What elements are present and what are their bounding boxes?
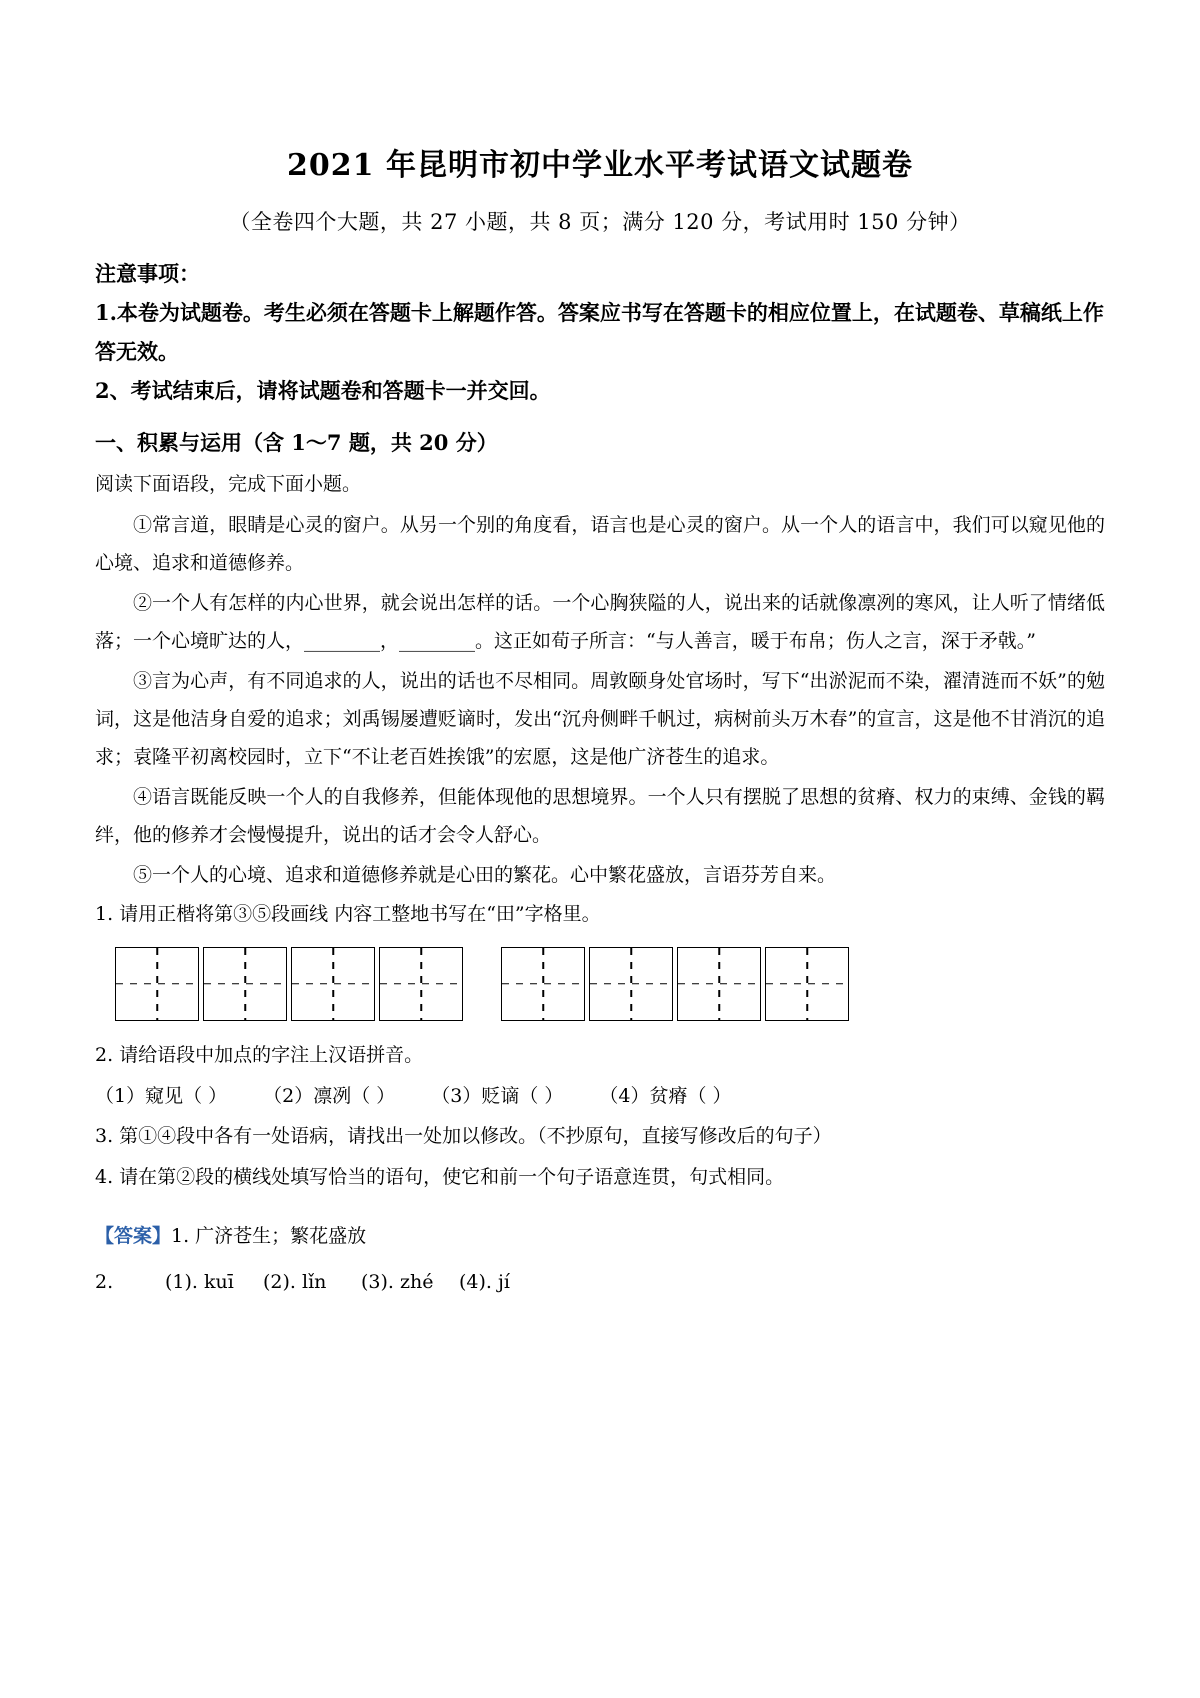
question-2: 2. 请给语段中加点的字注上汉语拼音。 xyxy=(95,1043,424,1066)
document-body xyxy=(95,140,1105,1300)
answer-text-1: 1. 广济苍生；繁花盛放 xyxy=(171,1224,367,1247)
pinyin-blanks-row xyxy=(95,1078,1105,1114)
page-title: 2021 年昆明市初中学业水平考试语文试题卷 xyxy=(287,148,913,183)
tianzige-cell[interactable] xyxy=(677,947,761,1021)
tianzige-cell[interactable] xyxy=(501,947,585,1021)
passage-paragraph-4: ④语言既能反映一个人的自我修养，但能体现他的思想境界。一个人只有摆脱了思想的贫瘠、权力的束缚、金钱的羁绊，他的修养才会慢慢提升，说出的话才会令人舒心。 xyxy=(95,785,1105,846)
tianzige-grid xyxy=(115,947,1105,1021)
answer-item: (1). kuī xyxy=(165,1271,234,1294)
question-3: 3. 第①④段中各有一处语病，请找出一处加以修改。（不抄原句，直接写修改后的句子） xyxy=(95,1124,832,1147)
passage-paragraph-2: ②一个人有怎样的内心世界，就会说出怎样的话。一个心胸狭隘的人，说出来的话就像凛冽的寒风，让人听了情绪低落；一个心境旷达的人，________，________。这正如荀子所言：“与人善言，暖于布帛；伤人之言，深于矛戟。” xyxy=(95,591,1105,652)
passage-paragraph-1: ①常言道，眼睛是心灵的窗户。从另一个别的角度看，语言也是心灵的窗户。从一个人的语言中，我们可以窥见他的心境、追求和道德修养。 xyxy=(95,513,1105,574)
pinyin-blank-3[interactable]: （3）贬谪（ ） xyxy=(431,1084,564,1107)
answer-number-2: 2. xyxy=(95,1271,114,1294)
tianzige-cell[interactable] xyxy=(379,947,463,1021)
passage-paragraph-5: ⑤一个人的心境、追求和道德修养就是心田的繁花。心中繁花盛放，言语芬芳自来。 xyxy=(133,863,837,886)
pinyin-blank-2[interactable]: （2）凛冽（ ） xyxy=(263,1084,396,1107)
tianzige-cell[interactable] xyxy=(203,947,287,1021)
pinyin-blank-4[interactable]: （4）贫瘠（ ） xyxy=(599,1084,732,1107)
notice-item-2: 2、考试结束后，请将试题卷和答题卡一并交回。 xyxy=(95,377,551,403)
tianzige-cell[interactable] xyxy=(291,947,375,1021)
answer-item: (4). jí xyxy=(459,1271,510,1294)
question-4: 4. 请在第②段的横线处填写恰当的语句，使它和前一个句子语意连贯，句式相同。 xyxy=(95,1165,785,1188)
tianzige-cell[interactable] xyxy=(115,947,199,1021)
notice-item-1: 1.本卷为试题卷。考生必须在答题卡上解题作答。答案应书写在答题卡的相应位置上，在试题卷、草稿纸上作答无效。 xyxy=(95,300,1104,364)
exam-subtitle: （全卷四个大题，共 27 小题，共 8 页；满分 120 分，考试用时 150 分钟） xyxy=(229,210,971,234)
answer-tag: 【答案】 xyxy=(95,1224,172,1247)
tianzige-group-2 xyxy=(501,947,849,1021)
answer-block-2 xyxy=(95,1264,1105,1300)
reading-prompt: 阅读下面语段，完成下面小题。 xyxy=(95,472,362,495)
tianzige-cell[interactable] xyxy=(765,947,849,1021)
answer-item: (3). zhé xyxy=(361,1271,434,1294)
question-1: 1. 请用正楷将第③⑤段画线 内容工整地书写在“田”字格里。 xyxy=(95,902,601,925)
answer-item: (2). lǐn xyxy=(263,1271,327,1294)
tianzige-cell[interactable] xyxy=(589,947,673,1021)
answer-block-1 xyxy=(95,1218,1105,1254)
section-heading: 一、积累与运用（含 1～7 题，共 20 分） xyxy=(95,429,498,455)
tianzige-group-1 xyxy=(115,947,463,1021)
pinyin-blank-1[interactable]: （1）窥见（ ） xyxy=(95,1084,228,1107)
passage-paragraph-3: ③言为心声，有不同追求的人，说出的话也不尽相同。周敦颐身处官场时，写下“出淤泥而不染，濯清涟而不妖”的勉词，这是他洁身自爱的追求；刘禹锡屡遭贬谪时，发出“沉舟侧畔千帆过，病树前头万木春”的宣言，这是他不甘消沉的追求；袁隆平初离校园时，立下“不让老百姓挨饿”的宏愿，这是他广济苍生的追求。 xyxy=(95,669,1105,768)
notice-heading: 注意事项： xyxy=(95,261,200,286)
